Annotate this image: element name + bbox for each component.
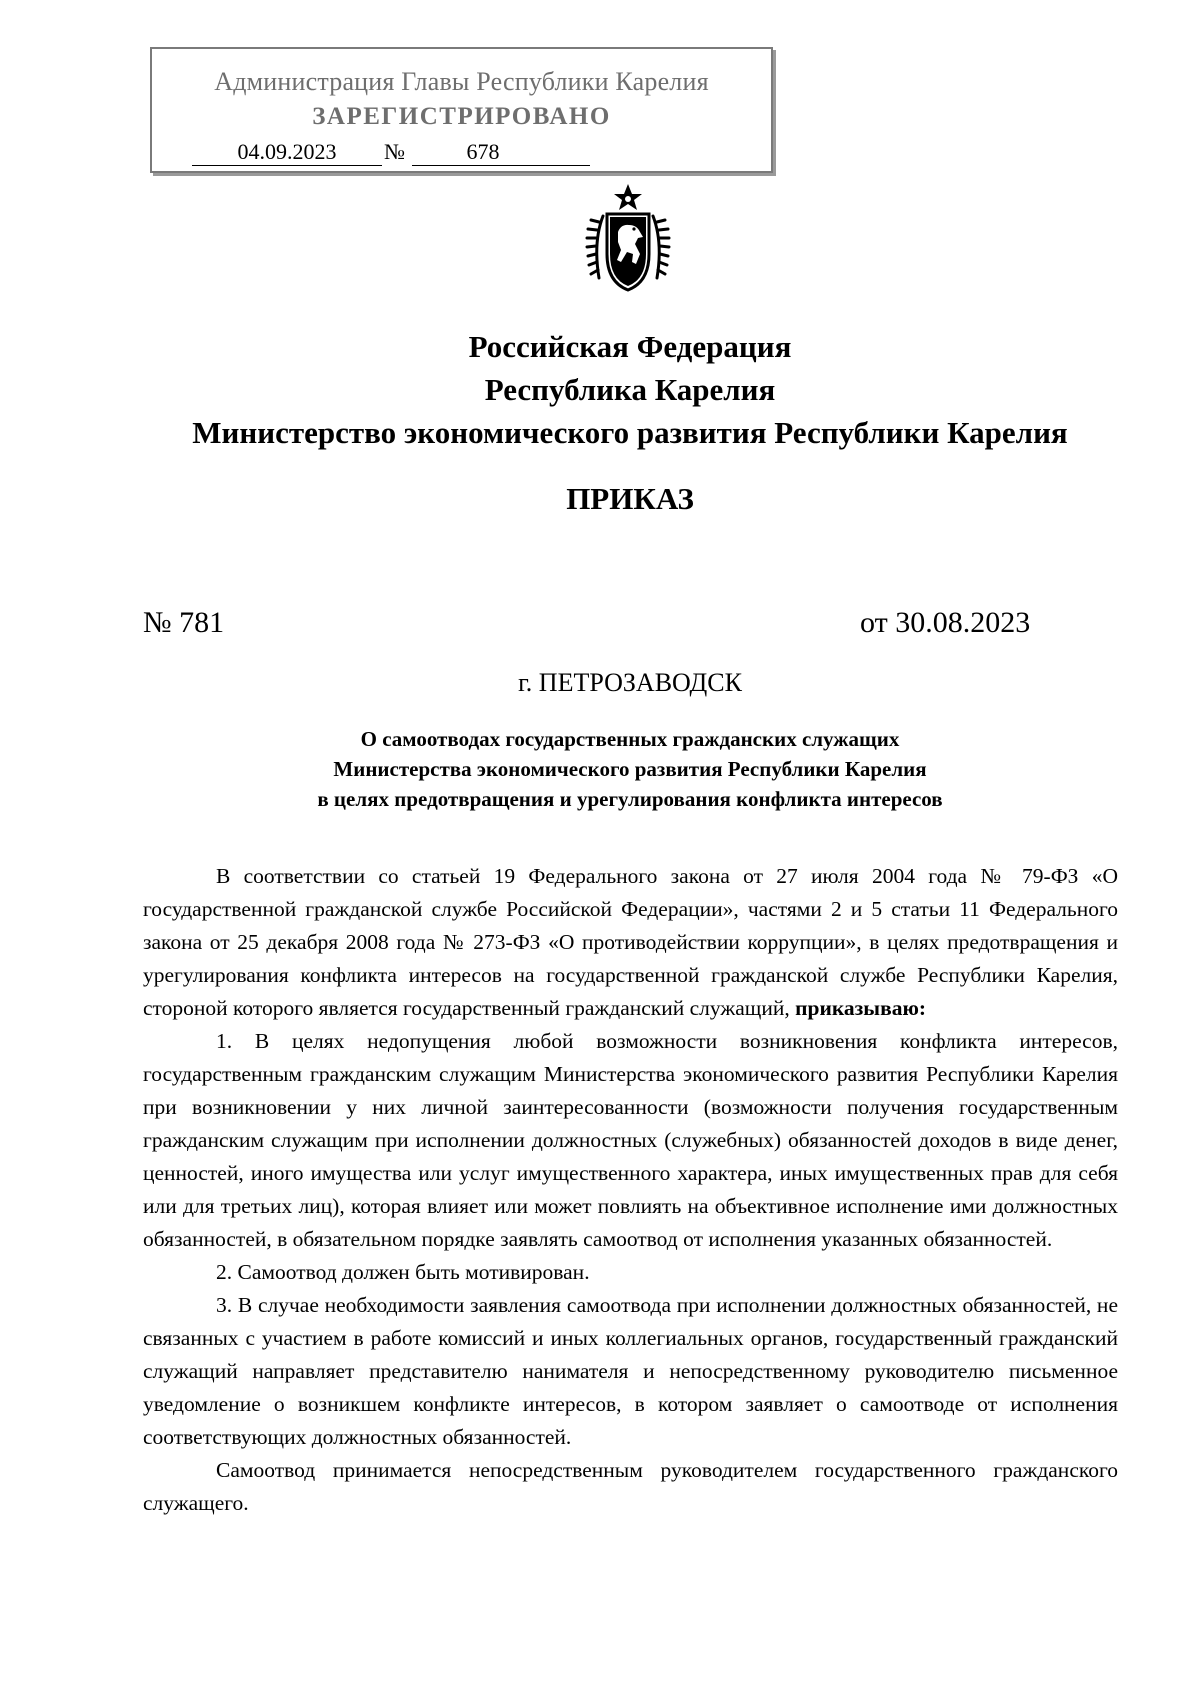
preamble-text: В соответствии со статьей 19 Федерального закона от 27 июля 2004 года № 79-ФЗ «О государственной гражданской службе Российской Федерации», частями 2 и 5 статьи 11 Федерального закона от 25 декабря 2008 года № 273-ФЗ «О противодействии коррупции», в целях предотвращения и урегулирования конфликта интересов на государственной гражданской службе Республики Карелия, стороной которого является государственный гражданский служащий, [143,864,1118,1020]
preamble-paragraph [143,860,1118,1025]
subject-line: в целях предотвращения и урегулирования конфликта интересов [317,787,943,811]
stamp-number-sign: № [384,139,405,164]
item-3-paragraph: 3. В случае необходимости заявления самоотвода при исполнении должностных обязанностей, не связанных с участием в работе комиссий и иных коллегиальных органов, государственный гражданский служащий направляет представителю нанимателя и непосредственному руководителю письменное уведомление о возникшем конфликте интересов, в котором заявляет о самоотводе от исполнения соответствующих должностных обязанностей. [143,1293,1118,1449]
order-city: г. ПЕТРОЗАВОДСК [518,668,742,697]
item-1-paragraph: 1. В целях недопущения любой возможности возникновения конфликта интересов, государственным гражданским служащим Министерства экономического развития Республики Карелия при возникновении у них личной заинтересованности (возможности получения государственным гражданским служащим при исполнении должностных (служебных) обязанностей доходов в виде денег, ценностей, иного имущества или услуг имущественного характера, иных имущественных прав для себя или для третьих лиц), которая влияет или может повлиять на объективное исполнение ими должностных обязанностей, в обязательном порядке заявлять самоотвод от исполнения указанных обязанностей. [143,1029,1118,1251]
preamble-order-word: приказываю: [795,996,927,1020]
karelia-coat-of-arms-icon [585,182,671,296]
stamp-number: 678 [412,139,590,166]
stamp-registered: ЗАРЕГИСТРИРОВАНО [312,103,611,130]
subject-line: Министерства экономического развития Республики Карелия [333,757,927,781]
header-republic: Республика Карелия [484,372,776,407]
stamp-administration: Администрация Главы Республики Карелия [214,67,709,96]
item-3-acceptance-paragraph: Самоотвод принимается непосредственным руководителем государственного гражданского служащего. [143,1458,1118,1515]
order-date: от 30.08.2023 [860,606,1031,639]
order-number: № 781 [143,606,225,639]
header-country: Российская Федерация [468,329,792,364]
stamp-date: 04.09.2023 [192,139,382,166]
document-type: ПРИКАЗ [566,481,694,516]
subject-line: О самоотводах государственных гражданских служащих [360,727,900,751]
order-subject [0,724,1200,814]
item-2-paragraph: 2. Самоотвод должен быть мотивирован. [216,1260,590,1284]
registration-stamp [150,47,773,173]
order-body [143,860,1118,1520]
header-ministry: Министерство экономического развития Республики Карелия [192,415,1068,450]
stamp-registration-row [192,139,752,169]
